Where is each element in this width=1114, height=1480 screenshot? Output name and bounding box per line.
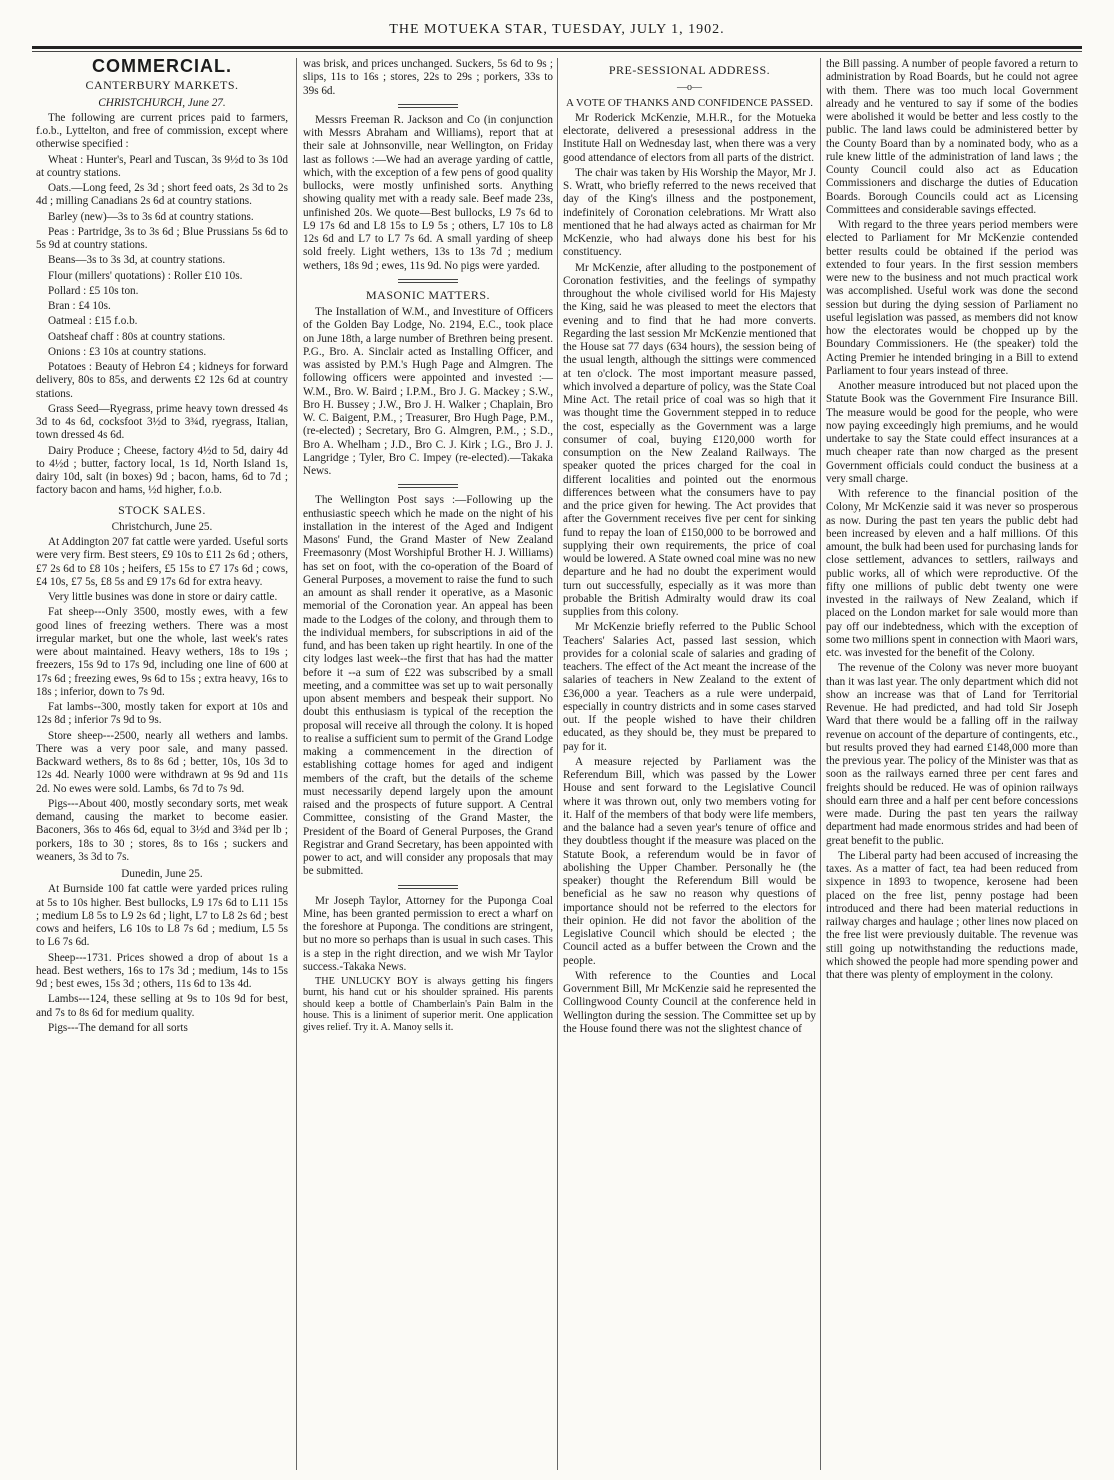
stock-item: At Addington 207 fat cattle were yarded. Useful sorts were very firm. Best steers, £9 10s to £11 2s 6d ; others, £7 2s 6d to £8 10s ; heifers, £5 15s to £7 17s 6d ; cows, £4 10s, £7 5s, £8 5s and £9 17s 6d for extra heavy. [36, 536, 288, 588]
masonic-paragraph: The Installation of W.M., and Investiture of Officers of the Golden Bay Lodge, No. 2194, E.C., took place on June 18th, a large number of Brethren being present. P.G., Bro. A. Sinclair acted as Installing Officer, and was assisted by P.M.'s Hugh Page and Almgren. The following officers were appointed and invested :—W.M., Bro. W. Baird ; I.P.M., Bro J. G. Mackey ; S.W., Bro H. Bussey ; J.W., Bro J. H. Walker ; Chaplain, Bro W. C. Baigent, P.M., ; Treasurer, Bro Hugh Page, P.M., (re-elected) ; Secretary, Bro G. Almgren, P.M., ; S.D., Bro A. Whelham ; J.D., Bro C. J. Kirk ; I.G., Bro J. J. Langridge ; Tyler, Bro C. Impey (re-elected).—Takaka News. [303, 306, 553, 477]
market-item: The following are current prices paid to farmers, f.o.b., Lyttelton, and free of commission, except where otherwise specified : [36, 111, 288, 151]
market-item: Peas : Partridge, 3s to 3s 6d ; Blue Prussians 5s 6d to 5s 9d at country stations. [36, 225, 288, 251]
address-paragraph: Mr McKenzie briefly referred to the Public School Teachers' Salaries Act, passed last session, which provides for a colonial scale of salaries and grading of teachers. The effect of the Act meant the increase of the salaries of teachers in New Zealand to the extent of £36,000 a year. Teachers as a rule were underpaid, especially in country districts and in some cases starved out. If the people wished to have their children educated, as they should be, they must be prepared to pay for it. [563, 621, 816, 753]
dunedin-dateline: Dunedin, June 25. [121, 868, 203, 880]
section-title-commercial: COMMERCIAL. [92, 58, 232, 76]
subheading-vote-of-thanks: A VOTE OF THANKS AND CONFIDENCE PASSED. [565, 96, 814, 109]
stock-item: Fat sheep---Only 3500, mostly ewes, with a few good lines of freezing wethers. There was a most irregular market, but one the whole, last week's rates were about maintained. Heavy wethers, 18s to 19s ; freezers, 15s 9d to 17s 9d, including one line of 600 at 17s 6d ; freezing ewes, 9s 6d to 15s ; extra heavy, 16s to 18s ; inferior, down to 7s 9d. [36, 606, 288, 698]
stock-item: Pigs---About 400, mostly secondary sorts, met weak demand, causing the market to become easier. Baconers, 36s to 46s 6d, equal to 3½d and 3¾d per lb ; porkers, 18s to 30 ; stores, 8s to 16s ; suckers and weaners, 3s 3d to 7s. [36, 797, 288, 863]
address-paragraph: Another measure introduced but not placed upon the Statute Book was the Government Fire Insurance Bill. The measure would be good for the people, who were now paying exceedingly high premiums, and he would undertake to say the State could effect insurances at a much cheaper rate than now charged as the present Government officials could conduct the business at a very small charge. [826, 380, 1078, 485]
address-paragraph: Mr Roderick McKenzie, M.H.R., for the Motueka electorate, delivered a presessional address in the Institute Hall on Wednesday last, when there was a very good attendance of electors from all parts of the district. [563, 111, 816, 164]
heading-pre-sessional-address: PRE-SESSIONAL ADDRESS. [608, 63, 771, 77]
market-item: Oatsheaf chaff : 80s at country stations. [48, 330, 226, 343]
masthead-rule [32, 46, 1082, 49]
column-masonic [303, 58, 553, 1470]
stock-item: Fat lambs--300, mostly taken for export at 10s and 12s 8d ; inferior 7s 9d to 9s. [36, 701, 288, 727]
market-item: Barley (new)—3s to 3s 6d at country stations. [48, 210, 254, 223]
heading-stock-sales: STOCK SALES. [118, 502, 206, 517]
column-divider [557, 58, 558, 1470]
separator [398, 885, 458, 889]
column-pre-sessional-address [563, 58, 816, 1470]
stock-item: Store sheep---2500, nearly all wethers and lambs. There was a very poor sale, and many passed. Backward wethers, 8s to 8s 6d ; better, 10s, 10s 3d to 12s 4d. Nearly 1000 were withdrawn at 9s 9d and 11s 2d. No ewes were sold. Lambs, 6s 7d to 7s 9d. [36, 729, 288, 795]
address-paragraph: With reference to the financial position of the Colony, Mr McKenzie said it was never so prosperous as now. During the past ten years the public debt had been increased by eleven and a half millions. Of this amount, the bulk had been used for purchasing lands for close settlement, advances to settlers, railways and public works, all of which were reproductive. Of the fifty one millions of public debt twenty one were invested in the railways of New Zealand, which if placed on the London market for sale would more than pay off our indebtedness, which with the exception of some two millions spent in connection with Maori wars, etc. was invested for the benefit of the Colony. [826, 488, 1078, 659]
address-paragraph: With reference to the Counties and Local Government Bill, Mr McKenzie said he represented the Collingwood County Council at the conference held in Wellington during the session. The Committee set up by the House found there was not the slightest chance of [563, 969, 816, 1035]
heading-canterbury-markets: CANTERBURY MARKETS. [85, 78, 239, 93]
market-item: Bran : £4 10s. [48, 300, 111, 312]
heading-masonic-matters: MASONIC MATTERS. [365, 287, 490, 302]
advert-unlucky-boy: THE UNLUCKY BOY is always getting his fingers burnt, his hand cut or his shoulder sprained. His parents should keep a bottle of Chamberlain's Pain Balm in the house. This is a liniment of superior merit. One application gives relief. Try it. A. Manoy sells it. [303, 976, 553, 1033]
stock-dateline: Christchurch, June 25. [111, 520, 213, 533]
address-paragraph: Mr McKenzie, after alluding to the postponement of Coronation festivities, and the feelings of sympathy throughout the whole civilised world for His Majesty the King, said he was pleased to meet the electors that evening and to find that he had more converts. Regarding the last session Mr McKenzie mentioned that the House sat 77 days (634 hours), the session being of the usual length, although the sittings were commenced at ten o'clock. The most important measure passed, which involved a departure of policy, was the State Coal Mine Act. The retail price of coal was so high that it was thought time the Government stepped in to reduce the cost, especially as the Government was a large consumer of coal, buying £120,000 worth for consumption on the New Zealand Railways. The speaker quoted the prices charged for the coal in different localities and pointed out the enormous differences between what the consumers have to pay and the price given for hewing. The Act provides that after the Government receives five per cent for sinking fund to repay the loan of £150,000 to be borrowed and supplying their own requirements, the price of coal would be lowered. A State owned coal mine was no new departure and he had no doubt the experiment would turn out successfully, especially as it was more than probable the British Admiralty would draw its coal supplies from this colony. [563, 261, 816, 618]
dunedin-item: Pigs---The demand for all sorts [48, 1021, 188, 1034]
masthead: THE MOTUEKA STAR, TUESDAY, JULY 1, 1902. [389, 22, 725, 37]
market-item: Potatoes : Beauty of Hebron £4 ; kidneys for forward delivery, 80s to 85s, and derwents £2 12s 6d at country stations. [36, 361, 288, 400]
market-item: Beans—3s to 3s 3d, at country stations. [48, 254, 226, 267]
heading-ornament: —o— [677, 82, 702, 94]
dateline: CHRISTCHURCH, June 27. [98, 96, 226, 109]
masonic-paragraph: The Wellington Post says :—Following up the enthusiastic speech which he made on the night of his installation in the interest of the Aged and Indigent Masons' Fund, the Grand Master of New Zealand Freemasonry (Most Worshipful Brother H. J. Williams) has set on foot, with the co-operation of the Board of General Purposes, a movement to raise the fund to such an amount as shall render it operative, as a Masonic memorial of the Coronation year. An appeal has been made to the Lodges of the colony, and through them to the individual members, for subscriptions in aid of the fund, and has been taken up right heartily. In one of the city lodges last week--the first that has had the matter before it --a sum of £22 was subscribed by a small meeting, and a committee was set up to wait personally upon absent members and bespeak their support. No doubt this enthusiasm is typical of the reception the proposal will receive all through the colony. It is hoped to realise a sufficient sum to permit of the Grand Lodge making a commencement in the direction of establishing cottage homes for aged and indigent members of the craft, but the details of the scheme must necessarily depend largely upon the amount raised and the prospects of future support. A Central Committee, consisting of the Grand Master, the President of the Board of General Purposes, the Grand Registrar and Grand Secretary, has been appointed with power to act, and will consider any proposals that may be submitted. [303, 494, 553, 878]
separator [398, 104, 458, 108]
separator [398, 279, 458, 283]
market-item: Dairy Produce ; Cheese, factory 4½d to 5d, dairy 4d to 4½d ; butter, factory local, 1s 1d, North Island 1s, dairy 10d, salt (in boxes) 9d ; bacon, hams, 6d to 7d ; factory bacon and hams, ½d higher, f.o.b. [36, 444, 288, 497]
jackson-report: Messrs Freeman R. Jackson and Co (in conjunction with Messrs Abraham and Williams), report that at their sale at Johnsonville, near Wellington, on Friday last as follows :—We had an average yarding of cattle, which, with the exception of a few pens of good quality bullocks, were mostly unfinished sorts. Anything showing quality met with a ready sale. Beef made 23s, unfinished 20s. We quote—Best bullocks, L9 7s 6d to L9 17s 6d and L8 15s to L9 5s ; others, L7 10s to L8 12s 6d and L7 to L7 7s 6d. A small yarding of sheep sold freely. Light wethers, 13s to 13s 7d ; medium wethers, 18s 9d ; ewes, 11s 9d. No pigs were yarded. [303, 113, 553, 272]
market-item: Oats.—Long feed, 2s 3d ; short feed oats, 2s 3d to 2s 4d ; milling Canadians 2s 6d at country stations. [36, 182, 288, 208]
market-item: Pollard : £5 10s ton. [48, 284, 139, 297]
address-paragraph: The revenue of the Colony was never more buoyant than it was last year. The only department which did not show an increase was that of Land for Territorial Revenue. He had predicted, and had told Sir Joseph Ward that there would be a falling off in the railway revenue on account of the departure of contingents, etc., but results proved they had earned £148,000 more than the previous year. The policy of the Minister was that as soon as the railways earned three per cent fares and freights should be reduced. He was of opinion railways should earn three and a half per cent before concessions were made. During the past ten years the railway department had made enormous strides and had been of great benefit to the public. [826, 662, 1078, 847]
column-address-continued [826, 58, 1078, 1470]
address-paragraph: The Liberal party had been accused of increasing the taxes. As a matter of fact, tea had been reduced from sixpence in 1893 to twopence, kerosene had been placed on the free list, penny postage had been introduced and there had been material reductions in railway charges and haulage ; other lines now placed on the free list were previously duitable. The revenue was still going up notwithstanding the reductions made, which showed the people had more spending power and that there was plenty of employment in the colony. [826, 849, 1078, 981]
column-divider [296, 58, 297, 1470]
address-paragraph: A measure rejected by Parliament was the Referendum Bill, which was passed by the Lower House and sent forward to the Legislative Council where it was thrown out, only two members voting for it. Half of the members of that body were life members, and the balance had a seven year's tenure of office and they doubtless thought if the measure was placed on the Statute Book, a referendum would be in favor of abolishing the Upper Chamber. Personally he (the speaker) thought the Referendum Bill would be beneficial as he saw no reason why questions of importance should not be referred to the electors for their opinion. He did not favor the abolition of the Legislative Council which should be elected ; the Council acted as a buffer between the Crown and the people. [563, 755, 816, 967]
dunedin-item: Lambs---124, these selling at 9s to 10s 9d for best, and 7s to 8s 6d for medium quality. [36, 993, 288, 1019]
market-item: Flour (millers' quotations) : Roller £10 10s. [48, 269, 243, 282]
address-paragraph: the Bill passing. A number of people favored a return to administration by Road Boards, but he could not agree with them. There was too much local Government already and he ventured to say if some of the bodies were abolished it would be better and less costly to the public. The land laws could be administered better by the County Board than by a nominated body, who as a rule knew little of the administration of land laws ; the County Council could also act as Education Commissioners and discharge the duties of Education Boards. Borough Councils could act as Licensing Committees and considerable savings effected. [826, 58, 1078, 216]
continued-text: was brisk, and prices unchanged. Suckers, 5s 6d to 9s ; slips, 11s to 16s ; stores, 22s to 29s ; porkers, 33s to 39s 6d. [303, 58, 553, 97]
market-item: Grass Seed—Ryegrass, prime heavy town dressed 4s 3d to 4s 6d, cocksfoot 3½d to 3¾d, ryegrass, Italian, town dressed 4s 6d. [36, 402, 288, 442]
address-paragraph: With regard to the three years period members were elected to Parliament for Mr McKenzie contended better results could be obtained if the period was extended to four years. In the first session members were new to the business and not much practical work was accomplished. Useful work was done the second session but during the dying session of Parliament no useful legislation was passed, as members did not know how the electorates would be chopped up by the Boundary Commissioners. He (the speaker) told the Acting Premier he intended bringing in a Bill to extend Parliament to four years instead of three. [826, 219, 1078, 377]
market-item: Oatmeal : £15 f.o.b. [48, 315, 138, 328]
dunedin-item: Sheep---1731. Prices showed a drop of about 1s a head. Best wethers, 16s to 17s 3d ; medium, 14s to 15s 9d ; best ewes, 15s 3d ; others, 11s 6d to 13s 4d. [36, 951, 288, 990]
separator [398, 484, 458, 488]
masthead-rule-thin [32, 51, 1082, 52]
market-item: Wheat : Hunter's, Pearl and Tuscan, 3s 9½d to 3s 10d at country stations. [36, 153, 288, 179]
address-paragraph: The chair was taken by His Worship the Mayor, Mr J. S. Wratt, who briefly referred to the news received that day of the King's illness and the postponement, indefinitely of Coronation celebrations. Mr Wratt also mentioned that he had always acted as chairman for Mr McKenzie, who had always done his best for his constituency. [563, 166, 816, 259]
column-divider [820, 58, 821, 1470]
taylor-notice: Mr Joseph Taylor, Attorney for the Puponga Coal Mine, has been granted permission to erect a wharf on the foreshore at Puponga. The conditions are stringent, but no more so perhaps than is usual in such cases. This is a step in the right direction, and we wish Mr Taylor success.-Takaka News. [303, 894, 553, 973]
market-item: Onions : £3 10s at country stations. [48, 345, 207, 358]
dunedin-item: At Burnside 100 fat cattle were yarded prices ruling at 5s to 10s higher. Best bullocks, L9 17s 6d to L11 15s ; medium L8 5s to L9 2s 6d ; light, L7 to L8 2s 6d ; best cows and heifers, L6 10s to L8 7s 6d ; medium, L5 5s to L6 7s 6d. [36, 883, 288, 949]
stock-item: Very little busines was done in store or dairy cattle. [48, 591, 278, 603]
column-commercial [36, 58, 288, 1470]
